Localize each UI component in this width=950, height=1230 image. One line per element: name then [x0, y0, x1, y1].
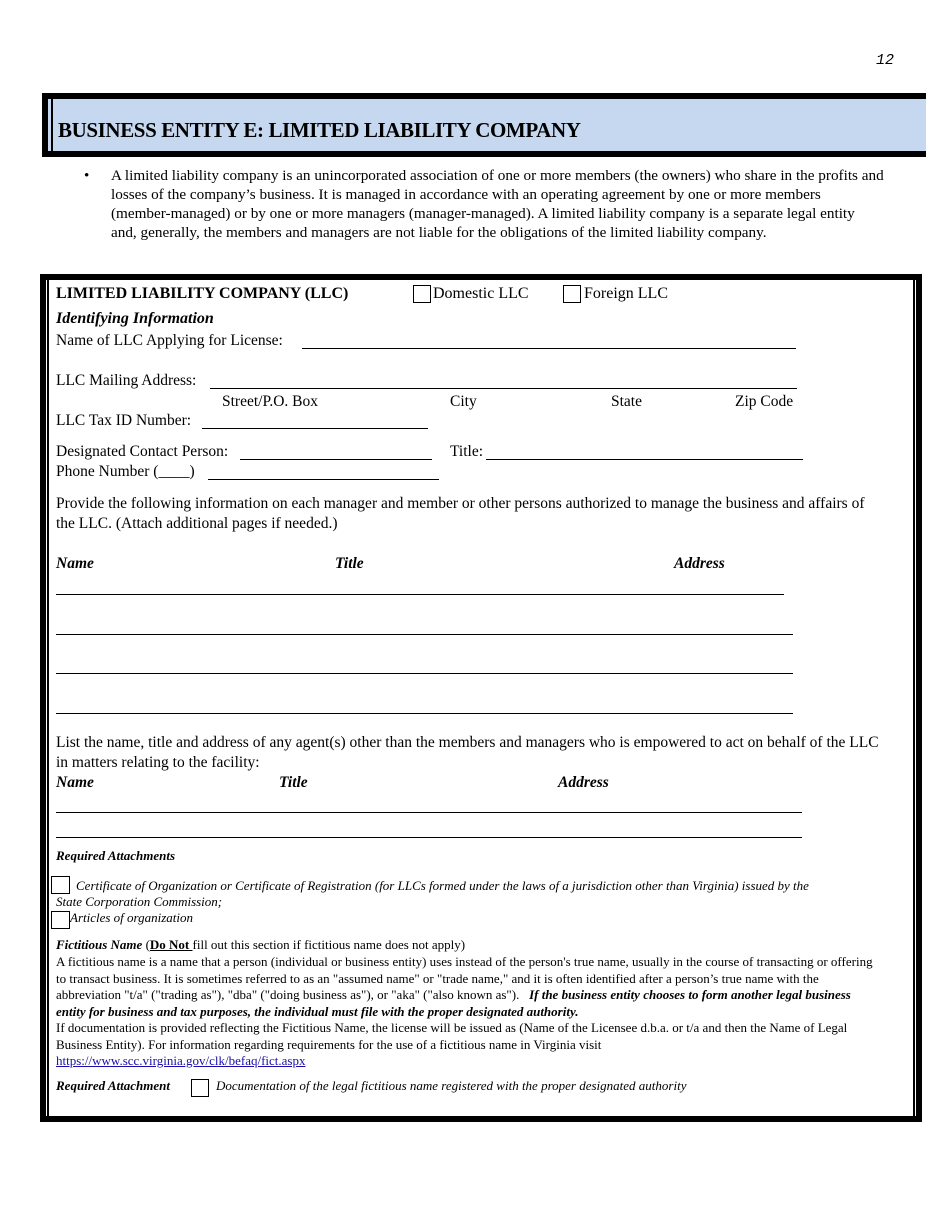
- section-title: BUSINESS ENTITY E: LIMITED LIABILITY COMPANY: [58, 118, 581, 142]
- do-not-emphasis: Do Not: [149, 937, 193, 952]
- managers-instructions: Provide the following information on each manager and member or other persons authorized to manage the business and affairs of the LLC. (Attach additional pages if needed.): [56, 495, 865, 532]
- doc-note-text: If documentation is provided reflecting the Fictitious Name, the license will be issued as (Name of the Licensee d.b.a. or t/a and then the Name of Legal Business Entity). For information regarding requirements for the use of a fictitious name in Virginia visit: [56, 1020, 848, 1052]
- contact-person-label: Designated Contact Person:: [56, 443, 229, 460]
- contact-title-label: Title:: [450, 443, 484, 460]
- street-sublabel: Street/P.O. Box: [222, 393, 319, 410]
- section-banner: [42, 93, 926, 157]
- tax-id-label: LLC Tax ID Number:: [56, 412, 192, 429]
- paren: (: [142, 937, 150, 952]
- certificate-label-line2: State Corporation Commission;: [56, 894, 223, 909]
- manager-entry-line[interactable]: [56, 673, 793, 674]
- certificate-checkbox[interactable]: [51, 876, 70, 894]
- zip-sublabel: Zip Code: [735, 393, 794, 410]
- foreign-llc-label: Foreign LLC: [584, 285, 668, 302]
- scc-fictitious-link[interactable]: https://www.scc.virginia.gov/clk/befaq/fict.aspx: [56, 1053, 306, 1068]
- managers-col-title: Title: [335, 555, 364, 572]
- fictitious-heading-line: [56, 937, 465, 953]
- domestic-llc-label: Domestic LLC: [433, 285, 529, 302]
- city-sublabel: City: [450, 393, 477, 410]
- required-attachments-heading: Required Attachments: [56, 848, 176, 863]
- fictitious-documentation-label: Documentation of the legal fictitious name registered with the proper designated authority: [216, 1078, 687, 1093]
- fictitious-heading: Fictitious Name: [56, 937, 143, 952]
- agent-entry-line[interactable]: [56, 837, 802, 838]
- articles-label: Articles of organization: [70, 910, 194, 925]
- llc-form: [40, 274, 922, 1122]
- managers-col-name: Name: [56, 555, 94, 572]
- llc-name-field[interactable]: [302, 348, 796, 349]
- phone-field[interactable]: [208, 479, 439, 480]
- articles-checkbox[interactable]: [51, 911, 70, 929]
- managers-col-address: Address: [674, 555, 725, 572]
- contact-title-field[interactable]: [486, 459, 803, 460]
- mailing-address-label: LLC Mailing Address:: [56, 372, 197, 389]
- agents-col-address: Address: [558, 774, 609, 791]
- contact-person-field[interactable]: [240, 459, 432, 460]
- agents-col-name: Name: [56, 774, 94, 791]
- manager-entry-line[interactable]: [56, 634, 793, 635]
- fictitious-definition: A fictitious name is a name that a person (individual or business entity) uses instead of the person's true name, usually in the course of transacting or offering to transact business. It is sometimes referred to as an "assumed name" or "trade name," and it is often identified after a person’s true name with the abbreviation "t/a" ("trading as"), "dba" ("doing business as"), or "aka" ("also known as").: [56, 954, 873, 1002]
- intro-paragraph: [84, 166, 884, 242]
- fictitious-instruction: fill out this section if fictitious name does not apply): [192, 937, 466, 952]
- agents-instructions: List the name, title and address of any agent(s) other than the members and managers who is empowered to act on behalf of the LLC in matters relating to the facility:: [56, 734, 879, 771]
- tax-id-field[interactable]: [202, 428, 428, 429]
- fictitious-doc-note: [56, 1020, 878, 1070]
- agent-entry-line[interactable]: [56, 812, 802, 813]
- agents-col-title: Title: [279, 774, 308, 791]
- llc-name-label: Name of LLC Applying for License:: [56, 332, 283, 349]
- required-attachment-label: Required Attachment: [56, 1078, 170, 1093]
- fictitious-bold-note: If the business entity chooses to form another legal business entity for business and tax purposes, the individual must file with the proper designated authority.: [56, 987, 851, 1019]
- state-sublabel: State: [611, 393, 642, 410]
- mailing-address-field[interactable]: [210, 388, 797, 389]
- identifying-info-heading: Identifying Information: [56, 310, 214, 327]
- form-heading: LIMITED LIABILITY COMPANY (LLC): [56, 285, 349, 302]
- foreign-llc-checkbox[interactable]: [563, 285, 581, 303]
- manager-entry-line[interactable]: [56, 594, 784, 595]
- bullet: •: [84, 167, 90, 184]
- page-number: 12: [876, 52, 895, 69]
- fictitious-body: [56, 954, 878, 1020]
- fictitious-documentation-checkbox[interactable]: [191, 1079, 209, 1097]
- phone-label: Phone Number (____): [56, 463, 195, 480]
- domestic-llc-checkbox[interactable]: [413, 285, 431, 303]
- manager-entry-line[interactable]: [56, 713, 793, 714]
- certificate-label-line1: Certificate of Organization or Certificate of Registration (for LLCs formed under the laws of a jurisdiction other than Virginia) issued by the: [76, 878, 809, 893]
- intro-text: A limited liability company is an unincorporated association of one or more members (the owners) who share in the profits and losses of the company’s business. It is managed in accordance with an operating agreement by one or more members (member-managed) or by one or more managers (manager-managed). A limited liability company is a separate legal entity and, generally, the members and managers are not liable for the obligations of the limited liability company.: [111, 167, 884, 241]
